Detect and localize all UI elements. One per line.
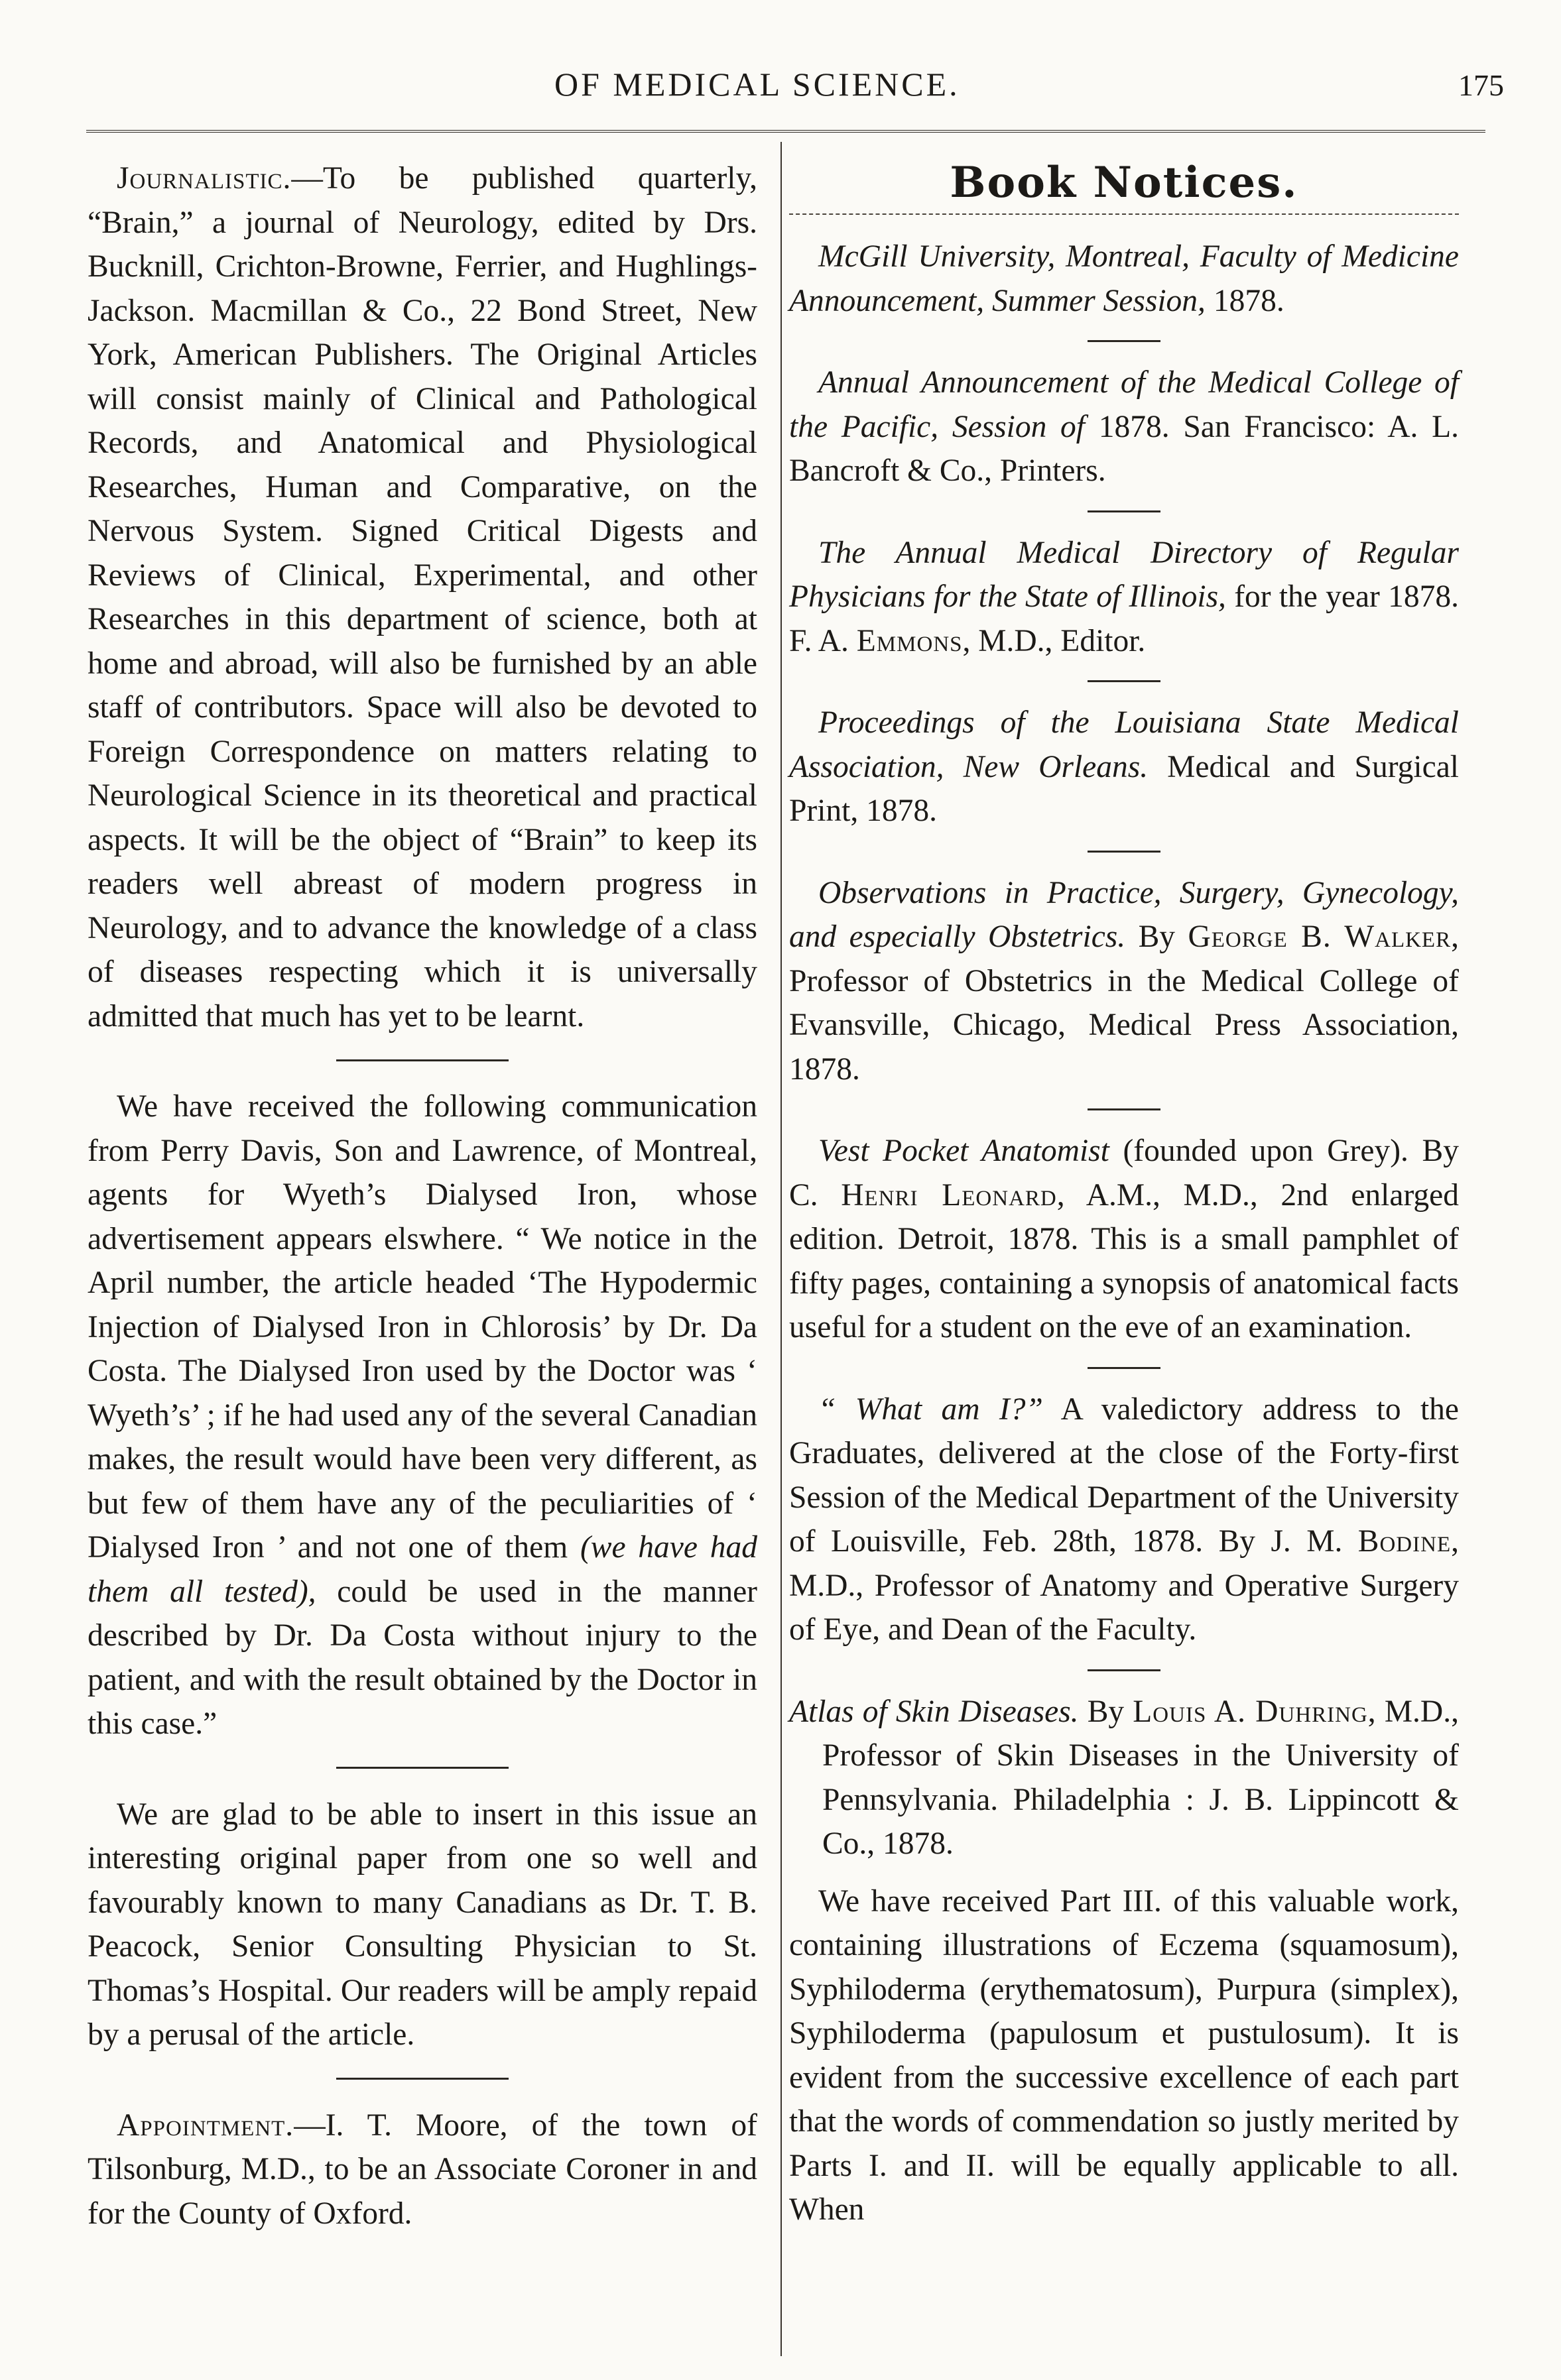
- notice-author: George B. Walker: [1188, 920, 1452, 954]
- short-divider: [1088, 1108, 1160, 1110]
- wyeth-text-after: could be used in the manner described by Dr. Da Costa without injury to the patient, and with the result obtained by the Doctor in this case.”: [88, 1574, 757, 1741]
- left-column: [88, 156, 757, 2235]
- notice-observations: [789, 871, 1459, 1092]
- notice-text: Medical and Surgical Print, 1878.: [789, 749, 1459, 828]
- notice-text: A valedictory address to the Graduates, delivered at the close of the Forty-first Session of the Medical Department of the University of Louisville, Feb. 28th, 1878. By J. M.: [789, 1392, 1459, 1559]
- notice-title: Proceedings of the Louisiana State Medical Association, New Orleans.: [789, 705, 1459, 784]
- notice-text: By: [1125, 920, 1188, 954]
- short-divider: [1088, 680, 1160, 682]
- notice-author: Emmons: [856, 623, 963, 658]
- journalistic-text: —To be published quarterly, “Brain,” a journal of Neurology, edited by Drs. Bucknill, Crichton-Browne, Ferrier, and Hughlings-Jackson. Macmillan & Co., 22 Bond Street, New York, American Publishers. The Original Articles will consist mainly of Clinical and Pathological Records, and Anatomical and Physiological Researches, Human and Comparative, on the Nervous System. Signed Critical Digests and Reviews of Clinical, Experimental, and other Researches in this department of science, both at home and abroad, will also be furnished by an able staff of contributors. Space will also be devoted to Foreign Correspondence on matters relating to Neurological Science in its theoretical and practical aspects. It will be the object of “Brain” to keep its readers well abreast of modern progress in Neurology, and to advance the knowledge of a class of diseases respecting which it is universally admitted that much has yet to be learnt.: [88, 161, 757, 1034]
- appointment-paragraph: [88, 2104, 757, 2236]
- header-double-rule: [86, 130, 1485, 133]
- book-notices-heading: Book Notices.: [950, 158, 1298, 208]
- notice-title: Atlas of Skin Diseases.: [789, 1694, 1079, 1729]
- short-divider: [1088, 510, 1160, 512]
- notice-tail: , Professor of Obstetrics in the Medical College of Evansville, Chicago, Medical Press Association, 1878.: [789, 920, 1459, 1087]
- notice-atlas: [789, 1690, 1459, 1866]
- short-divider: [1088, 1367, 1160, 1369]
- running-head: [0, 65, 1561, 111]
- notice-mcgill: [789, 235, 1459, 323]
- wyeth-text-before: We have received the following communication from Perry Davis, Son and Lawrence, of Montreal, agents for Wyeth’s Dialysed Iron, whose advertisement appears elswhere. “ We notice in the April number, the article headed ‘The Hypodermic Injection of Dialysed Iron in Chlorosis’ by Dr. Da Costa. The Dialysed Iron used by the Doctor was ‘ Wyeth’s’ ; if he had used any of the several Canadian makes, the result would have been very different, as but few of them have any of the peculiarities of ‘ Dialysed Iron ’ and not one of them: [88, 1089, 757, 1565]
- wyeth-paragraph: [88, 1085, 757, 1746]
- notice-pacific: [789, 361, 1459, 493]
- short-divider: [1088, 340, 1160, 342]
- notice-title: Vest Pocket Anatomist: [818, 1134, 1109, 1168]
- notice-illinois: [789, 531, 1459, 664]
- atlas-review-paragraph: We have received Part III. of this valuable work, containing illustrations of Eczema (squamosum), Syphiloderma (erythematosum), Purpura (simplex), Syphiloderma (papulosum et pustulosum). It is evident from the successive excellence of each part that the words of commendation so justly merited by Parts I. and II. will be equally applicable to all. When: [789, 1883, 1459, 2227]
- notice-title: Annual Announcement of the Medical College of the Pacific, Session of: [789, 365, 1459, 444]
- notice-title: Observations in Practice, Surgery, Gynecology, and especially Obstetrics.: [789, 875, 1459, 954]
- running-head-title: OF MEDICAL SCIENCE.: [554, 66, 960, 103]
- notice-author: Louis A. Duhring: [1133, 1694, 1368, 1729]
- notice-author: Bodine: [1357, 1524, 1452, 1559]
- journalistic-paragraph: [88, 156, 757, 1038]
- notice-louisiana: [789, 701, 1459, 833]
- notice-tail: , M.D., Editor.: [962, 623, 1146, 658]
- ornamental-divider: [88, 1049, 757, 1069]
- wyeth-italic: (we have had them all tested),: [88, 1530, 757, 1609]
- notice-title: The Annual Medical Directory of Regular Physicians for the State of Illinois,: [789, 535, 1459, 614]
- peacock-paragraph: We are glad to be able to insert in this issue an interesting original paper from one so well and favourably known to many Canadians as Dr. T. B. Peacock, Senior Consulting Physician to St. Thomas’s Hospital. Our readers will be amply repaid by a perusal of the article.: [88, 1797, 757, 2052]
- notice-title: “ What am I?”: [818, 1392, 1043, 1427]
- journalistic-label: Journalistic.: [117, 161, 292, 196]
- notice-what-am-i: [789, 1388, 1459, 1652]
- notice-anatomist: [789, 1129, 1459, 1350]
- notice-tail: , M.D., Professor of Anatomy and Operative Surgery of Eye, and Dean of the Faculty.: [789, 1524, 1459, 1647]
- short-divider: [1088, 851, 1160, 853]
- notice-text: (founded upon Grey). By C.: [789, 1134, 1459, 1213]
- notice-text: By: [1078, 1694, 1133, 1729]
- heading-dashed-rule: [789, 213, 1459, 215]
- notice-tail: , A.M., M.D., 2nd enlarged edition. Detroit, 1878. This is a small pamphlet of fifty pages, containing a synopsis of anatomical facts useful for a student on the eve of an examination.: [789, 1177, 1459, 1344]
- short-divider: [1088, 1669, 1160, 1671]
- appointment-label: Appointment.: [117, 2108, 294, 2143]
- notice-author: Henri Leonard: [841, 1177, 1057, 1213]
- ornamental-divider: [88, 1757, 757, 1777]
- ornamental-divider: [88, 2068, 757, 2088]
- column-divider: [780, 142, 782, 2356]
- notice-text: 1878.: [1205, 283, 1284, 318]
- notice-text: for the year 1878. F. A.: [789, 579, 1459, 658]
- notice-text: 1878. San Francisco: A. L. Bancroft & Co., Printers.: [789, 409, 1460, 488]
- appointment-text: —I. T. Moore, of the town of Tilsonburg, M.D., to be an Associate Coroner in and for the County of Oxford.: [88, 2108, 757, 2231]
- page-number: 175: [1458, 68, 1504, 102]
- notice-title: McGill University, Montreal, Faculty of Medicine Announcement, Summer Session,: [789, 239, 1459, 318]
- notice-tail: , M.D., Professor of Skin Diseases in the University of Pennsylvania. Philadelphia : J. B. Lippincott & Co., 1878.: [822, 1694, 1459, 1861]
- right-column: [789, 156, 1459, 2232]
